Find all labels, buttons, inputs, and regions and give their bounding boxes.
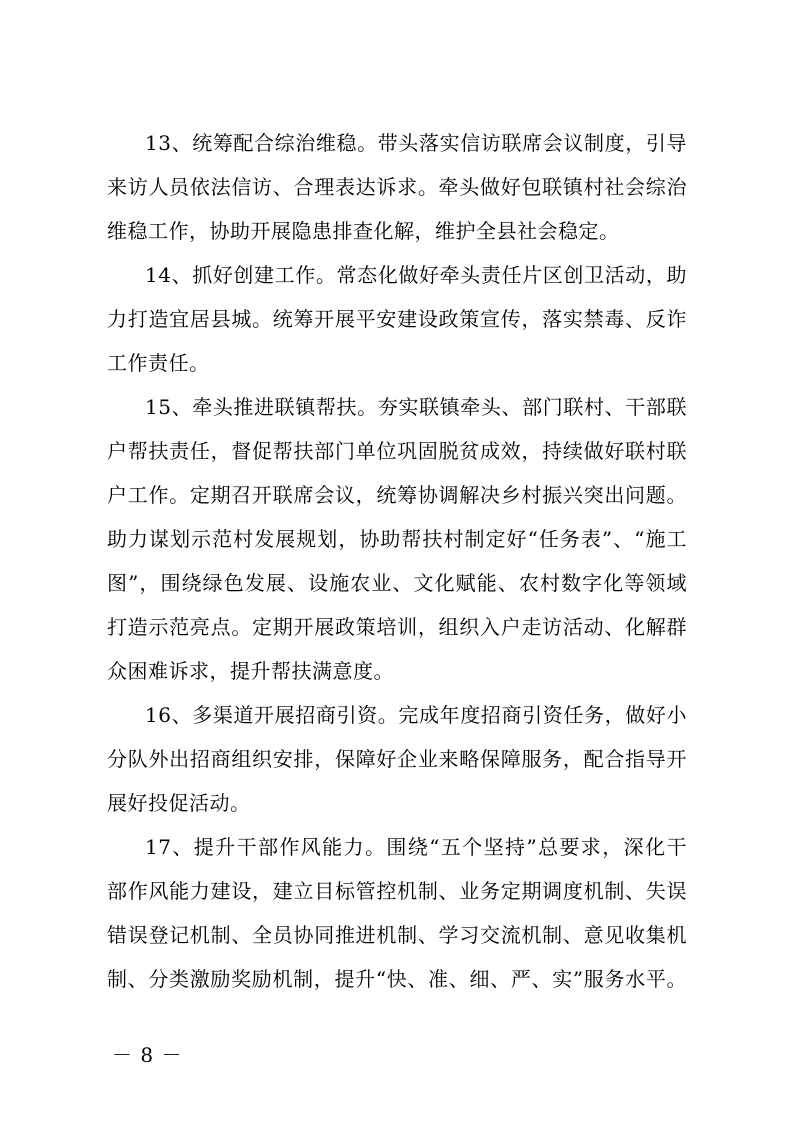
paragraph-15-line-4: 助力谋划示范村发展规划，协助帮扶村制定好“任务表”、“施工 [107, 527, 687, 551]
paragraph-15-line-5: 图”，围绕绿色发展、设施农业、文化赋能、农村数字化等领域 [107, 571, 687, 595]
paragraph-15-line-3: 户工作。定期召开联席会议，统筹协调解决乡村振兴突出问题。 [107, 483, 687, 507]
paragraph-17-line-4: 制、分类激励奖励机制，提升“快、准、细、严、实”服务水平。 [107, 967, 687, 991]
page-number: － 8 － [112, 1043, 183, 1067]
paragraph-16-line-2: 分队外出招商组织安排，保障好企业来略保障服务，配合指导开 [107, 747, 687, 771]
paragraph-13-line-2: 来访人员依法信访、合理表达诉求。牵头做好包联镇村社会综治 [107, 175, 687, 199]
paragraph-15-line-2: 户帮扶责任，督促帮扶部门单位巩固脱贫成效，持续做好联村联 [107, 439, 687, 463]
paragraph-15-line-6: 打造示范亮点。定期开展政策培训，组织入户走访活动、化解群 [107, 615, 687, 639]
paragraph-16-line-3: 展好投促活动。 [107, 791, 251, 815]
paragraph-13-line-1: 13、统筹配合综治维稳。带头落实信访联席会议制度，引导 [145, 131, 687, 155]
paragraph-16-line-1: 16、多渠道开展招商引资。完成年度招商引资任务，做好小 [145, 703, 687, 727]
paragraph-14-line-2: 力打造宜居县城。统筹开展平安建设政策宣传，落实禁毒、反诈 [107, 307, 687, 331]
paragraph-13-line-3: 维稳工作，协助开展隐患排查化解，维护全县社会稳定。 [107, 219, 620, 243]
paragraph-14-line-3: 工作责任。 [107, 351, 210, 375]
paragraph-17-line-2: 部作风能力建设，建立目标管控机制、业务定期调度机制、失误 [107, 879, 687, 903]
paragraph-14-line-1: 14、抓好创建工作。常态化做好牵头责任片区创卫活动，助 [145, 263, 687, 287]
paragraph-15-line-7: 众困难诉求，提升帮扶满意度。 [107, 659, 394, 683]
paragraph-17-line-3: 错误登记机制、全员协同推进机制、学习交流机制、意见收集机 [107, 923, 687, 947]
paragraph-17-line-1: 17、提升干部作风能力。围绕“五个坚持”总要求，深化干 [145, 835, 687, 859]
paragraph-15-line-1: 15、牵头推进联镇帮扶。夯实联镇牵头、部门联村、干部联 [145, 395, 687, 419]
